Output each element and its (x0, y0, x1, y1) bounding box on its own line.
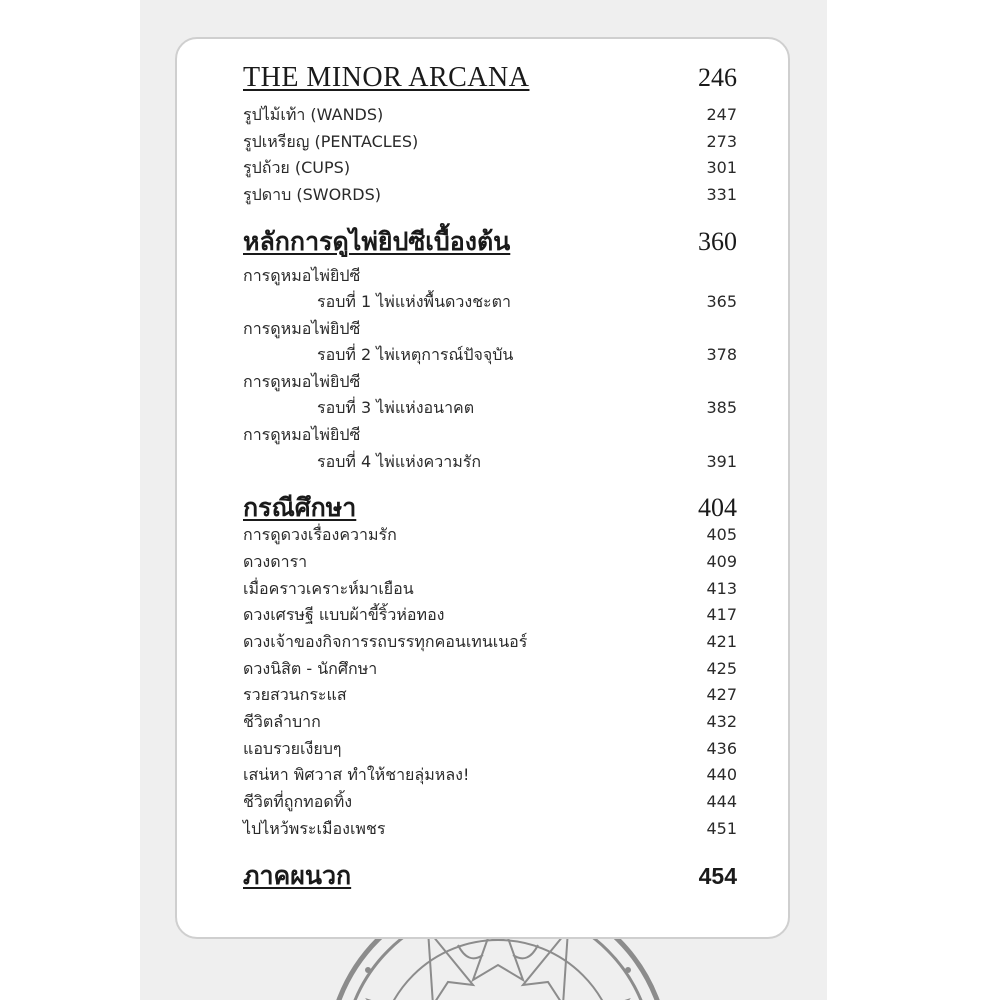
toc-section-tarot-basics[interactable] (243, 222, 737, 262)
section-page-number: 404 (698, 493, 737, 522)
item-heading: การดูหมอไพ่ยิปซี (243, 372, 361, 391)
toc-item[interactable] (243, 577, 737, 602)
item-label: ไปไหว้พระเมืองเพชร (243, 819, 386, 838)
section-title: THE MINOR ARCANA (243, 62, 530, 93)
item-page-number: 301 (706, 158, 737, 177)
item-label: รูปเหรียญ (PENTACLES) (243, 132, 419, 151)
item-page-number: 413 (706, 579, 737, 598)
item-label: แอบรวยเงียบๆ (243, 739, 342, 758)
section-page-number: 454 (698, 863, 737, 889)
toc-item[interactable] (243, 343, 737, 368)
toc-item[interactable] (243, 683, 737, 708)
item-page-number: 405 (706, 525, 737, 544)
toc-item[interactable] (243, 103, 737, 128)
item-label: ดวงเศรษฐี แบบผ้าขี้ริ้วห่อทอง (243, 605, 445, 624)
section-title: ภาคผนวก (243, 861, 352, 890)
toc-item[interactable] (243, 183, 737, 208)
toc-item[interactable] (243, 657, 737, 682)
item-page-number: 409 (706, 552, 737, 571)
toc-item[interactable] (243, 790, 737, 815)
item-page-number: 273 (706, 132, 737, 151)
item-label: เมื่อคราวเคราะห์มาเยือน (243, 579, 414, 598)
toc-item[interactable] (243, 550, 737, 575)
toc-item-heading (243, 423, 737, 448)
item-heading: การดูหมอไพ่ยิปซี (243, 266, 361, 285)
toc-item[interactable] (243, 710, 737, 735)
section-title: หลักการดูไพ่ยิปซีเบื้องต้น (243, 227, 511, 256)
item-page-number: 440 (706, 765, 737, 784)
item-label: รอบที่ 2 ไพ่เหตุการณ์ปัจจุบัน (317, 345, 514, 364)
item-page-number: 378 (706, 345, 737, 364)
item-label: ชีวิตลำบาก (243, 712, 321, 731)
toc-item[interactable] (243, 396, 737, 421)
item-page-number: 451 (706, 819, 737, 838)
item-label: รอบที่ 4 ไพ่แห่งความรัก (317, 452, 482, 471)
item-page-number: 436 (706, 739, 737, 758)
item-page-number: 432 (706, 712, 737, 731)
toc-section-minor-arcana[interactable] (243, 62, 737, 94)
item-heading: การดูหมอไพ่ยิปซี (243, 319, 361, 338)
toc-section-appendix[interactable] (243, 856, 737, 896)
item-label: รูปดาบ (SWORDS) (243, 185, 382, 204)
toc-item[interactable] (243, 603, 737, 628)
toc-item-heading (243, 317, 737, 342)
toc-item[interactable] (243, 763, 737, 788)
item-label: ดวงเจ้าของกิจการรถบรรทุกคอนเทนเนอร์ (243, 632, 528, 651)
toc-item[interactable] (243, 817, 737, 842)
item-page-number: 425 (706, 659, 737, 678)
item-label: เสน่หา พิศวาส ทำให้ชายลุ่มหลง! (243, 765, 470, 784)
item-label: รอบที่ 3 ไพ่แห่งอนาคต (317, 398, 475, 417)
toc-item[interactable] (243, 290, 737, 315)
toc-item-heading (243, 264, 737, 289)
toc-item[interactable] (243, 630, 737, 655)
toc-item[interactable] (243, 450, 737, 475)
item-label: รูปถ้วย (CUPS) (243, 158, 351, 177)
item-label: รูปไม้เท้า (WANDS) (243, 105, 384, 124)
toc-item[interactable] (243, 130, 737, 155)
item-heading: การดูหมอไพ่ยิปซี (243, 425, 361, 444)
item-label: รอบที่ 1 ไพ่แห่งพื้นดวงชะตา (317, 292, 512, 311)
toc-item[interactable] (243, 523, 737, 548)
item-page-number: 444 (706, 792, 737, 811)
item-page-number: 331 (706, 185, 737, 204)
item-page-number: 365 (706, 292, 737, 311)
toc-item-heading (243, 370, 737, 395)
toc-section-case-studies[interactable] (243, 488, 737, 528)
toc-item[interactable] (243, 737, 737, 762)
item-page-number: 247 (706, 105, 737, 124)
item-page-number: 417 (706, 605, 737, 624)
item-page-number: 391 (706, 452, 737, 471)
item-label: รวยสวนกระแส (243, 685, 347, 704)
section-title: กรณีศึกษา (243, 493, 357, 522)
item-label: ดวงดารา (243, 552, 308, 571)
item-page-number: 427 (706, 685, 737, 704)
toc-item[interactable] (243, 156, 737, 181)
section-page-number: 246 (698, 63, 737, 92)
item-label: ชีวิตที่ถูกทอดทิ้ง (243, 792, 353, 811)
item-label: ดวงนิสิต - นักศึกษา (243, 659, 378, 678)
section-page-number: 360 (698, 227, 737, 256)
item-page-number: 385 (706, 398, 737, 417)
item-page-number: 421 (706, 632, 737, 651)
item-label: การดูดวงเรื่องความรัก (243, 525, 397, 544)
